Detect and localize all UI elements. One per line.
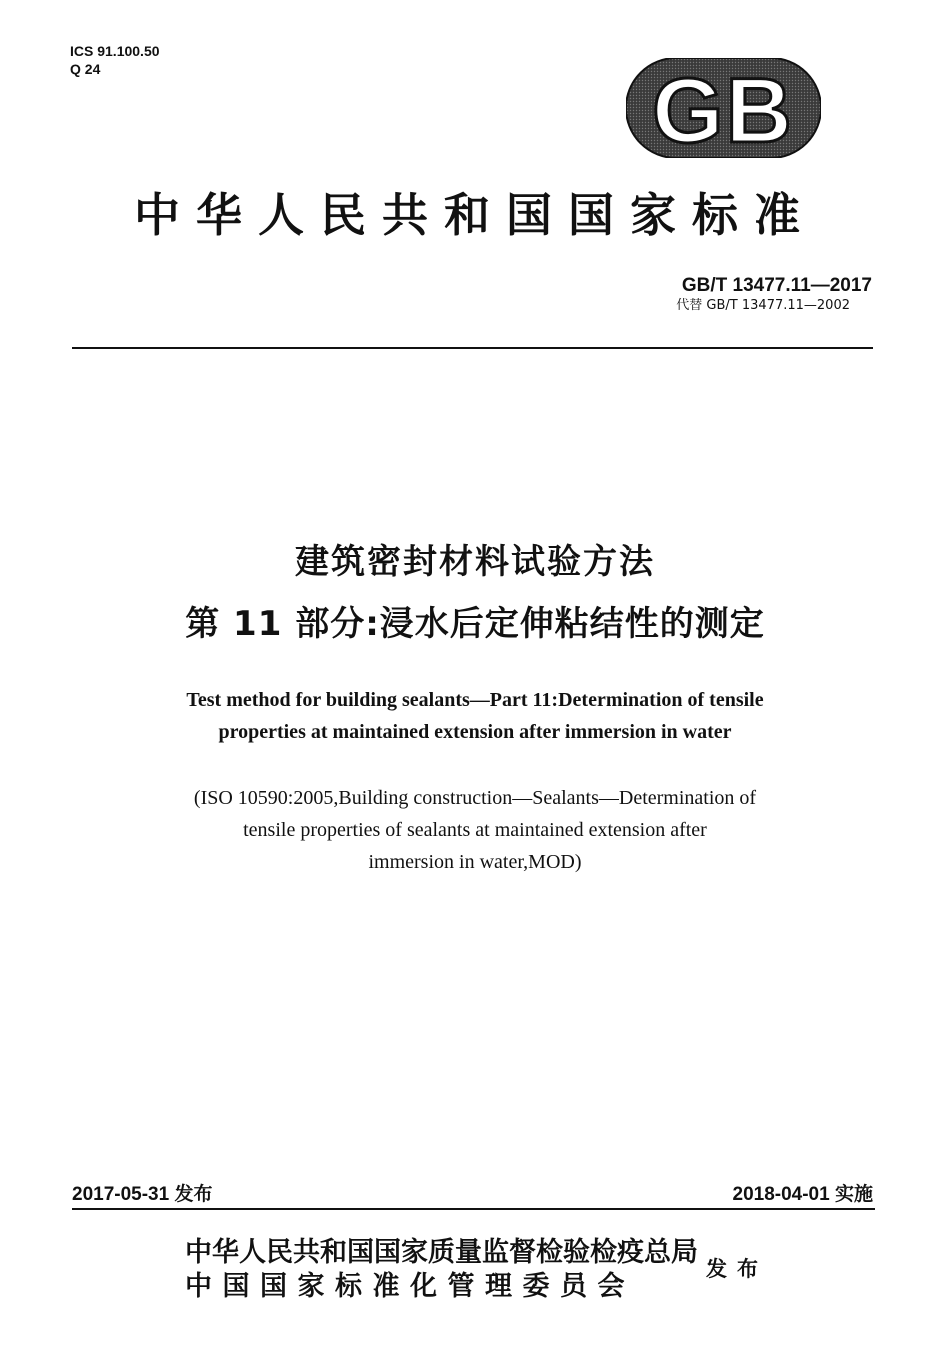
national-standard-heading: 中华人民共和国国家标准 (134, 188, 816, 242)
implement-date-block (733, 1181, 874, 1208)
classification-codes (70, 42, 160, 78)
iso-reference-line1: (ISO 10590:2005,Building construction—Sealants—Determination of (193, 787, 757, 809)
replaces-standard: 代替 GB/T 13477.11—2002 (676, 298, 850, 313)
iso-reference-line3: immersion in water,MOD) (368, 851, 582, 873)
cn-title-line1: 建筑密封材料试验方法 (295, 542, 655, 582)
implement-date: 2018-04-01 (732, 1184, 830, 1205)
issuer-line1: 中华人民共和国国家质量监督检验检疫总局 (185, 1237, 698, 1268)
issuer-line2: 中国国家标准化管理委员会 (185, 1271, 635, 1302)
en-title-line2: properties at maintained extension after immersion in water (218, 721, 732, 743)
publish-date: 2017-05-31 (72, 1184, 170, 1205)
publish-label: 发布 (174, 1183, 213, 1205)
ics-code: ICS 91.100.50 (70, 43, 160, 59)
iso-reference-line2: tensile properties of sealants at maintained extension after (243, 819, 707, 841)
footer-divider (72, 1208, 875, 1210)
ccs-code: Q 24 (70, 61, 101, 77)
en-title-line1: Test method for building sealants—Part 11:Determination of tensile (186, 689, 764, 711)
implement-label: 实施 (834, 1183, 873, 1205)
issue-label: 发布 (706, 1257, 768, 1281)
cn-title-line2: 第 11 部分:浸水后定伸粘结性的测定 (185, 604, 765, 644)
header-divider (72, 347, 873, 349)
publish-date-block (72, 1181, 213, 1208)
gb-logo-text: GB (652, 60, 794, 158)
standard-number: GB/T 13477.11—2017 (681, 275, 872, 296)
gb-logo (626, 58, 821, 158)
